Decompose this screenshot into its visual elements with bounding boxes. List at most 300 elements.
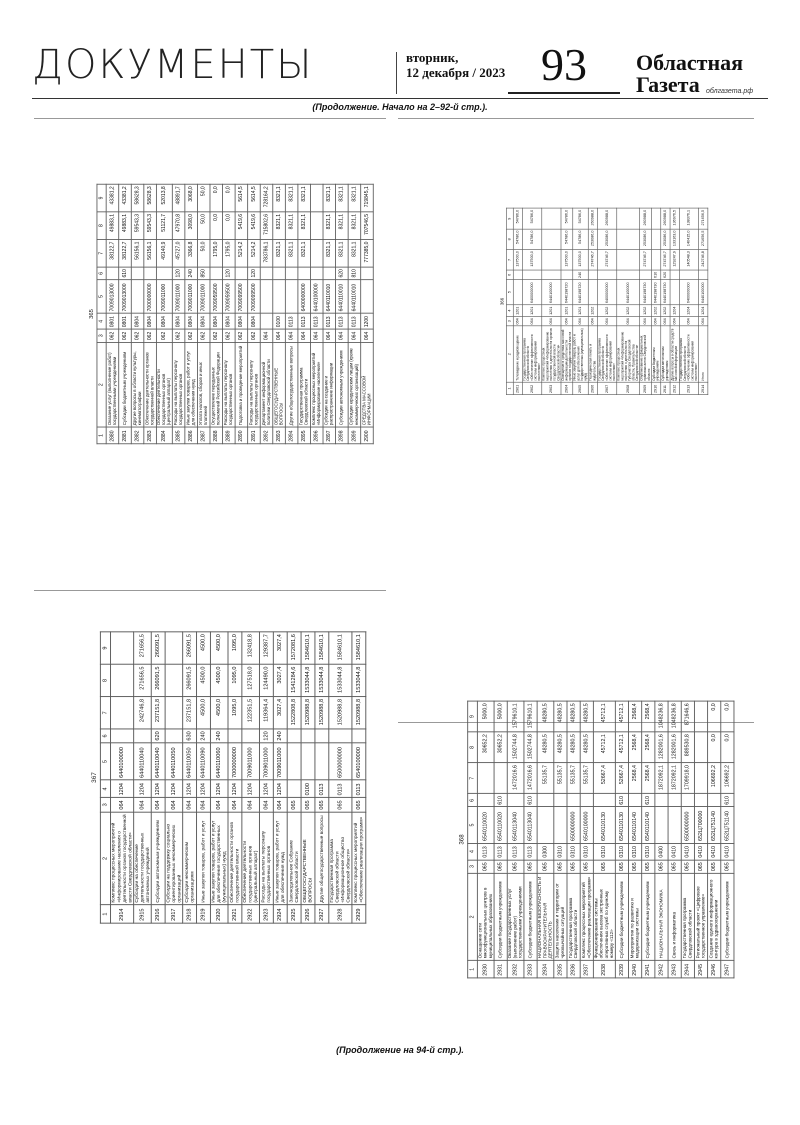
code-cell: 610: [119, 267, 132, 280]
code-cell: [560, 270, 572, 279]
table-row: [554, 701, 567, 978]
code-cell: 064: [151, 798, 165, 812]
table-row: [560, 208, 572, 394]
table-row: [708, 701, 721, 978]
amount-cell: 1795,0: [210, 239, 223, 267]
code-cell: 1200: [361, 313, 374, 329]
table-row: [228, 632, 242, 923]
table-row: [597, 208, 616, 394]
item-name-cell: Периодическая печать и издательства: [588, 326, 597, 382]
item-name-cell: Комплекс процессных мероприятий «Информирование населения о деятельности Губернатора Свердловской области, Правительства Свердловской области»: [616, 326, 639, 382]
amount-cell: 106692,2: [721, 763, 734, 794]
amount-cell: 8321,1: [348, 212, 361, 240]
code-cell: 065: [524, 860, 537, 874]
code-cell: 2924: [273, 905, 287, 923]
amount-cell: 54786,0: [513, 208, 522, 229]
amount-cell: [165, 632, 183, 664]
code-cell: 0410: [694, 843, 707, 860]
table-row: [235, 184, 248, 444]
amount-cell: [651, 229, 660, 250]
amount-cell: 8321,1: [323, 239, 336, 267]
code-cell: 065: [477, 860, 494, 874]
code-cell: [285, 267, 298, 280]
code-cell: 064: [616, 316, 639, 326]
code-cell: 1204: [197, 780, 211, 798]
table-row: [721, 701, 734, 978]
budget-table: [467, 701, 734, 979]
amount-cell: 3366,8: [185, 239, 198, 267]
site-url: облгазета.рф: [706, 88, 754, 95]
code-cell: 064: [197, 798, 211, 812]
amount-cell: 3027,4: [273, 664, 287, 696]
amount-cell: 1048236,8: [655, 701, 668, 732]
table-row: [151, 632, 165, 923]
code-cell: 062: [235, 329, 248, 342]
table-row: [260, 184, 273, 444]
item-name-cell: Обеспечение деятельности государственных органов (центральный аппарат): [156, 342, 172, 427]
code-cell: 0113: [323, 313, 336, 329]
column-header: 4: [97, 313, 106, 329]
rotated-table-wrapper: [499, 208, 708, 395]
table-row: [670, 208, 679, 394]
amount-cell: 242746,8: [698, 249, 707, 270]
code-cell: 1204: [111, 780, 134, 798]
code-cell: 120: [259, 729, 273, 743]
code-cell: 2931: [494, 961, 507, 978]
header-divider: [396, 52, 397, 94]
item-name-cell: НАЦИОНАЛЬНАЯ ЭКОНОМИКА: [655, 873, 668, 960]
code-cell: 064: [183, 798, 197, 812]
amount-cell: 0,0: [721, 732, 734, 763]
item-name-cell: Иные закупки товаров, работ и услуг: [197, 812, 211, 905]
code-cell: [588, 270, 597, 279]
amount-cell: 48280,5: [554, 732, 567, 763]
amount-cell: 5214,2: [248, 239, 261, 267]
code-cell: 064: [111, 798, 134, 812]
code-cell: 7009099500: [248, 280, 261, 314]
code-cell: 0113: [310, 313, 323, 329]
column-header: 8: [100, 664, 110, 696]
code-cell: 064: [260, 329, 273, 342]
column-header: 9: [97, 184, 106, 212]
code-cell: 610: [494, 794, 507, 807]
code-cell: 2946: [708, 961, 721, 978]
code-cell: 062: [248, 329, 261, 342]
code-cell: [131, 280, 144, 314]
amount-cell: [651, 208, 660, 229]
item-name-cell: Другие вопросы в области средств массовой информации: [670, 326, 679, 382]
amount-cell: 38122,7: [119, 239, 132, 267]
code-cell: 2935: [554, 961, 567, 978]
code-cell: [681, 794, 694, 807]
code-cell: 6440110040: [151, 743, 165, 780]
table-row: [507, 701, 524, 978]
table-page-label: 367: [91, 772, 99, 783]
table-row: [315, 632, 329, 923]
amount-cell: 138376,1: [679, 208, 698, 229]
column-header: 9: [468, 701, 478, 732]
amount-cell: 58628,3: [131, 184, 144, 212]
table-header-row: [100, 632, 110, 923]
column-header: 5: [100, 743, 110, 780]
code-cell: 2885: [172, 427, 185, 443]
amount-cell: 1282001,6: [655, 732, 668, 763]
amount-cell: [165, 664, 183, 696]
amount-cell: 2568,4: [629, 701, 642, 732]
code-cell: [323, 267, 336, 280]
code-cell: 064: [273, 798, 287, 812]
code-cell: 1202: [616, 304, 639, 316]
amount-cell: 260988,0: [639, 208, 651, 229]
logo-line-2: Газета: [636, 72, 700, 97]
item-name-cell: Субсидии автономным учреждениям: [660, 326, 669, 382]
amount-cell: 43381,2: [106, 184, 119, 212]
amount-cell: 54786,0: [560, 229, 572, 250]
amount-cell: 1541284,6: [287, 664, 301, 696]
amount-cell: 1584610,1: [352, 632, 366, 664]
code-cell: 064: [660, 316, 669, 326]
code-cell: 6440110010: [323, 280, 336, 314]
code-cell: 2937: [580, 961, 593, 978]
item-name-cell: ОБЩЕГОСУДАРСТВЕННЫЕ ВОПРОСЫ: [273, 342, 286, 427]
code-cell: 0113: [315, 780, 329, 798]
amount-cell: [111, 664, 134, 696]
item-name-cell: Комплекс процессных мероприятий «Обеспечение реализации программ»: [352, 812, 366, 905]
item-name-cell: Опубликование официальных правовых актов Свердловской области: [639, 326, 651, 382]
masthead: [32, 0, 768, 96]
code-cell: 064: [348, 329, 361, 342]
amount-cell: 1533044,8: [329, 664, 352, 696]
code-cell: 620: [336, 267, 349, 280]
item-name-cell: Оснащение сети многофункциональных центров в муниципальных образованиях: [477, 873, 494, 960]
item-name-cell: Субсидии на обеспечение деятельности государственных автономных учреждений: [134, 812, 152, 905]
column-header: 7: [100, 697, 110, 729]
code-cell: [301, 729, 315, 743]
table-row: [156, 184, 172, 444]
amount-cell: 2568,4: [629, 732, 642, 763]
amount-cell: 1502744,8: [524, 732, 537, 763]
code-cell: 2934: [537, 961, 554, 978]
amount-cell: [651, 249, 660, 270]
code-cell: 620: [660, 270, 669, 279]
code-cell: 0113: [329, 780, 352, 798]
code-cell: 2906: [588, 382, 597, 394]
amount-cell: 58628,3: [144, 184, 157, 212]
code-cell: 064: [588, 316, 597, 326]
code-cell: 062: [185, 329, 198, 342]
amount-cell: [694, 701, 707, 732]
amount-cell: 54786,0: [513, 229, 522, 250]
code-cell: 1201: [513, 304, 522, 316]
code-cell: 065: [494, 860, 507, 874]
code-cell: 2940: [629, 961, 642, 978]
amount-cell: 0,0: [708, 701, 721, 732]
code-cell: 1204: [259, 780, 273, 798]
amount-cell: 1520988,8: [301, 697, 315, 729]
code-cell: 6440198720: [572, 279, 587, 304]
code-cell: 2945: [694, 961, 707, 978]
amount-cell: 0,0: [223, 212, 236, 240]
code-cell: 2926: [301, 905, 315, 923]
code-cell: 6540110020: [494, 807, 507, 843]
item-name-cell: Итого: [698, 326, 707, 382]
amount-cell: 30652,2: [477, 732, 494, 763]
code-cell: 240: [185, 267, 198, 280]
code-cell: 2886: [185, 427, 198, 443]
code-cell: [260, 280, 273, 314]
code-cell: [310, 267, 323, 280]
amount-cell: 119364,4: [259, 697, 273, 729]
item-name-cell: Государственная программа Свердловской области: [681, 873, 694, 960]
item-name-cell: НАЦИОНАЛЬНАЯ БЕЗОПАСНОСТЬ И ПРАВООХРАНИТЕЛЬНАЯ ДЕЯТЕЛЬНОСТЬ: [537, 873, 554, 960]
column-header: 6: [97, 267, 106, 280]
code-cell: 7009011000: [172, 280, 185, 314]
budget-table: [100, 631, 366, 923]
code-cell: 6440100000: [698, 279, 707, 304]
amount-cell: 54786,0: [522, 229, 541, 250]
code-cell: [593, 794, 615, 807]
code-cell: 1202: [651, 304, 660, 316]
item-name-cell: Субсидии на поддержку социально ориентированных некоммерческих организаций: [165, 812, 183, 905]
code-cell: 0400: [655, 843, 668, 860]
table-row: [183, 632, 197, 923]
column-header: 8: [468, 732, 478, 763]
code-cell: 7009013000: [106, 280, 119, 314]
table-row: [336, 184, 349, 444]
code-cell: 6440198730: [660, 279, 669, 304]
item-name-cell: Другие вопросы в области культуры, кинематографии: [131, 342, 144, 427]
code-cell: 0804: [185, 313, 198, 329]
code-cell: 0410: [708, 843, 721, 860]
code-cell: [111, 729, 134, 743]
code-cell: 6440110060: [210, 743, 228, 780]
table-row: [197, 632, 211, 923]
amount-cell: 8321,1: [273, 184, 286, 212]
amount-cell: 5419,6: [248, 212, 261, 240]
code-cell: 1201: [572, 304, 587, 316]
code-cell: 0801: [119, 313, 132, 329]
table-row: [298, 184, 311, 444]
amount-cell: 122351,5: [242, 697, 260, 729]
amount-cell: 45727,0: [172, 239, 185, 267]
code-cell: 2903: [541, 382, 560, 394]
item-name-cell: Иные закупки товаров, работ и услуг для обеспечения нужд: [185, 342, 198, 427]
code-cell: [298, 267, 311, 280]
code-cell: [629, 794, 642, 807]
code-cell: 2900: [361, 427, 374, 443]
code-cell: 2910: [651, 382, 660, 394]
code-cell: 065: [681, 860, 694, 874]
amount-cell: 45712,1: [615, 732, 628, 763]
column-header: 1: [97, 427, 106, 443]
code-cell: 2880: [106, 427, 119, 443]
code-cell: [273, 267, 286, 280]
amount-cell: 124490,0: [259, 664, 273, 696]
code-cell: 065: [287, 798, 301, 812]
amount-cell: 1282001,6: [668, 732, 681, 763]
code-cell: [554, 807, 567, 843]
amount-cell: 0,0: [223, 184, 236, 212]
item-name-cell: Иные закупки товаров, работ и услуг для обеспечения государственных (муниципальных) нужд: [210, 812, 228, 905]
item-name-cell: Расходы на выплаты персоналу государственных органов: [259, 812, 273, 905]
amount-cell: 274746,7: [597, 249, 616, 270]
code-cell: 0113: [352, 780, 366, 798]
amount-cell: 48280,5: [580, 701, 593, 732]
code-cell: 065: [615, 860, 628, 874]
code-cell: 0804: [197, 313, 210, 329]
amount-cell: 8321,1: [336, 239, 349, 267]
table-row: [522, 208, 541, 394]
amount-cell: 1520988,8: [329, 697, 352, 729]
table-row: [134, 632, 152, 923]
code-cell: 2892: [260, 427, 273, 443]
amount-cell: [310, 184, 323, 212]
code-cell: 6400000000: [522, 279, 541, 304]
amount-cell: [616, 208, 639, 229]
code-cell: 2917: [165, 905, 183, 923]
table-row: [223, 184, 236, 444]
amount-cell: 8321,1: [336, 212, 349, 240]
code-cell: 0310: [629, 843, 642, 860]
code-cell: [228, 729, 242, 743]
code-cell: 062: [131, 329, 144, 342]
code-cell: 7009059500: [210, 280, 223, 314]
code-cell: 6440100000: [310, 280, 323, 314]
amount-cell: [616, 229, 639, 250]
table-row: [541, 208, 560, 394]
amount-cell: 1520988,8: [352, 697, 366, 729]
code-cell: 1204: [679, 304, 698, 316]
code-cell: 2922: [242, 905, 260, 923]
code-cell: 7009059500: [223, 280, 236, 314]
amount-cell: 242746,8: [134, 697, 152, 729]
amount-cell: 1533044,8: [352, 664, 366, 696]
code-cell: [242, 729, 260, 743]
amount-cell: 137500,0: [560, 249, 572, 270]
code-cell: 7000000000: [144, 280, 157, 314]
column-header: 9: [506, 208, 513, 229]
amount-cell: 266091,5: [151, 632, 165, 664]
code-cell: 1204: [183, 780, 197, 798]
amount-cell: 8321,1: [348, 239, 361, 267]
page-number-underline: [508, 92, 620, 94]
code-cell: [670, 279, 679, 304]
code-cell: 120: [223, 267, 236, 280]
item-name-cell: Субсидии бюджетным учреждениям: [494, 873, 507, 960]
amount-cell: 266091,5: [151, 664, 165, 696]
amount-cell: 8321,1: [273, 212, 286, 240]
column-header: 7: [468, 763, 478, 794]
amount-cell: 2568,4: [642, 763, 655, 794]
amount-cell: 274746,7: [588, 249, 597, 270]
item-name-cell: Субсидии бюджетным учреждениям: [651, 326, 660, 382]
code-cell: 2930: [477, 961, 494, 978]
amount-cell: 0,0: [210, 184, 223, 212]
code-cell: 240: [273, 729, 287, 743]
code-cell: 630: [183, 729, 197, 743]
item-name-cell: Государственная программа Свердловской области: [298, 342, 311, 427]
code-cell: 0804: [144, 313, 157, 329]
code-cell: 2890: [235, 427, 248, 443]
code-cell: 065: [629, 860, 642, 874]
amount-cell: [310, 212, 323, 240]
code-cell: 1202: [639, 304, 651, 316]
code-cell: [361, 267, 374, 280]
amount-cell: 253086,0: [639, 229, 651, 250]
code-cell: 7009011000: [242, 743, 260, 780]
code-cell: 0310: [615, 843, 628, 860]
amount-cell: 137500,0: [513, 249, 522, 270]
column-header: 3: [100, 798, 110, 812]
amount-cell: 1872092,1: [668, 763, 681, 794]
amount-cell: 2568,4: [629, 763, 642, 794]
code-cell: 620: [151, 729, 165, 743]
code-cell: 064: [361, 329, 374, 342]
code-cell: [537, 794, 554, 807]
table-row: [580, 701, 593, 978]
amount-cell: 1522808,8: [287, 697, 301, 729]
code-cell: [106, 267, 119, 280]
table-row: [285, 184, 298, 444]
page-number: 93: [541, 39, 587, 90]
code-cell: [260, 267, 273, 280]
column-header: 6: [506, 270, 513, 279]
code-cell: 065: [301, 798, 315, 812]
code-cell: 065: [694, 860, 707, 874]
code-cell: 0100: [273, 313, 286, 329]
code-cell: 6440198730: [651, 279, 660, 304]
code-cell: 6540110130: [593, 807, 615, 843]
code-cell: 240: [197, 729, 211, 743]
table-row: [210, 184, 223, 444]
code-cell: [694, 794, 707, 807]
table-row: [694, 701, 707, 978]
amount-cell: 8321,1: [285, 212, 298, 240]
code-cell: [639, 270, 651, 279]
code-cell: 064: [210, 798, 228, 812]
code-cell: 2898: [336, 427, 349, 443]
amount-cell: 8321,1: [336, 184, 349, 212]
amount-cell: 1709918,0: [681, 763, 694, 794]
code-cell: 2909: [639, 382, 651, 394]
table-row: [242, 632, 260, 923]
code-cell: [655, 807, 668, 843]
amount-cell: [541, 208, 560, 229]
code-cell: 610: [615, 794, 628, 807]
code-cell: 6540113040: [507, 807, 524, 843]
amount-cell: 140548,3: [679, 249, 698, 270]
item-name-cell: Другие общегосударственные вопросы: [315, 812, 329, 905]
code-cell: 064: [651, 316, 660, 326]
code-cell: 1204: [151, 780, 165, 798]
code-cell: 652Ц751140: [721, 807, 734, 843]
column-header: 5: [468, 807, 478, 843]
table-row: [144, 184, 157, 444]
amount-cell: [111, 632, 134, 664]
amount-cell: 4500,0: [210, 697, 228, 729]
amount-cell: 1048236,8: [668, 701, 681, 732]
code-cell: 240: [210, 729, 228, 743]
code-cell: 2928: [329, 905, 352, 923]
code-cell: 1204: [273, 780, 287, 798]
code-cell: [554, 794, 567, 807]
code-cell: 6440110050: [165, 743, 183, 780]
code-cell: 064: [242, 798, 260, 812]
code-cell: 7009013000: [119, 280, 132, 314]
code-cell: 065: [593, 860, 615, 874]
amount-cell: 889530,8: [681, 732, 694, 763]
amount-cell: 1572081,6: [287, 632, 301, 664]
